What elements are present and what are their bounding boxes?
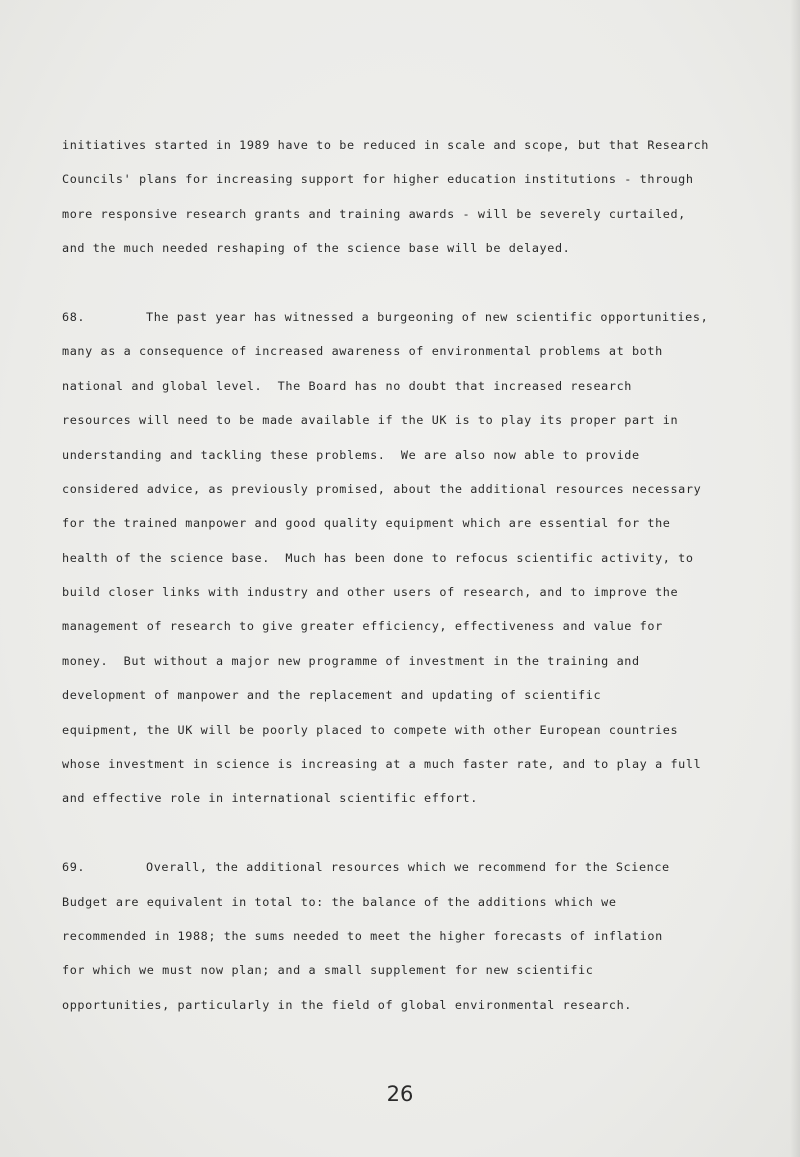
text-line: Councils' plans for increasing support for higher education institutions - through (62, 172, 694, 187)
text-line (62, 300, 800, 334)
text-line: health of the science base. Much has been done to refocus scientific activity, to (62, 550, 694, 565)
intro-paragraph (62, 128, 800, 266)
text-line: national and global level. The Board has no doubt that increased research (62, 378, 632, 393)
text-line: resources will need to be made available if the UK is to play its proper part in (62, 413, 679, 428)
text-line: whose investment in science is increasing at a much faster rate, and to play a full (62, 757, 702, 772)
text-line: initiatives started in 1989 have to be reduced in scale and scope, but that Research (62, 138, 709, 152)
paragraph-spacer (62, 266, 800, 300)
text-line: Budget are equivalent in total to: the balance of the additions which we (62, 894, 617, 909)
text-line: for the trained manpower and good quality equipment which are essential for the (62, 516, 671, 531)
paragraph-69 (62, 850, 800, 1022)
text-line: for which we must now plan; and a small supplement for new scientific (62, 963, 594, 978)
paragraph-number: 69. (62, 860, 86, 875)
text-line: money. But without a major new programme of investment in the training and (62, 653, 640, 668)
paragraph-spacer (62, 816, 800, 850)
text-line: considered advice, as previously promised, about the additional resources necessary (62, 481, 702, 496)
text-line: equipment, the UK will be poorly placed to compete with other European countries (62, 722, 679, 737)
text-line: many as a consequence of increased awareness of environmental problems at both (62, 344, 663, 359)
paragraph-first-line: Overall, the additional resources which we recommend for the Science (146, 860, 670, 875)
document-body (62, 128, 800, 1022)
text-line: understanding and tackling these problems. We are also now able to provide (62, 447, 640, 462)
text-line: build closer links with industry and other users of research, and to improve the (62, 585, 679, 600)
paragraph-number: 68. (62, 309, 86, 324)
text-line: and effective role in international scientific effort. (62, 791, 478, 806)
text-line: more responsive research grants and training awards - will be severely curtailed, (62, 206, 686, 221)
paragraph-first-line: The past year has witnessed a burgeoning of new scientific opportunities, (146, 309, 709, 324)
paragraph-68 (62, 300, 800, 816)
text-line (62, 850, 800, 884)
text-line: development of manpower and the replacement and updating of scientific (62, 688, 602, 703)
text-line: recommended in 1988; the sums needed to meet the higher forecasts of inflation (62, 928, 663, 943)
text-line: management of research to give greater efficiency, effectiveness and value for (62, 619, 663, 634)
page-number: 26 (386, 1082, 414, 1106)
text-line: opportunities, particularly in the field of global environmental research. (62, 997, 632, 1012)
text-line: and the much needed reshaping of the science base will be delayed. (62, 241, 571, 256)
